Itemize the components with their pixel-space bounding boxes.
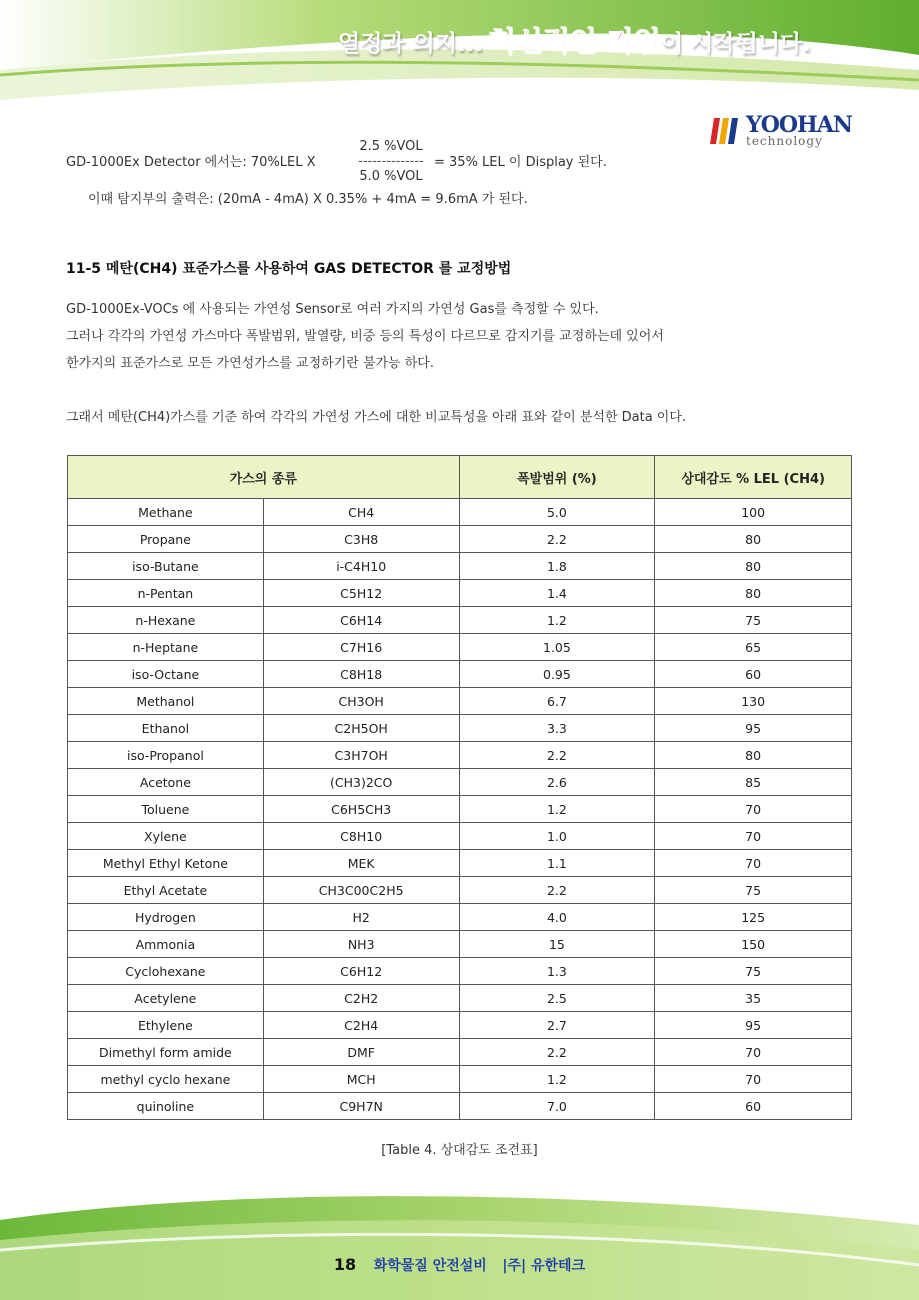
cell-explosive-range: 2.2: [459, 1039, 655, 1066]
cell-gas-name: Xylene: [68, 823, 264, 850]
paragraph-line: GD-1000Ex-VOCs 에 사용되는 가연성 Sensor로 여러 가지의 가연성 Gas를 측정할 수 있다.: [66, 302, 599, 317]
header-gas-type: 가스의 종류: [68, 456, 460, 499]
cell-gas-name: methyl cyclo hexane: [68, 1066, 264, 1093]
cell-explosive-range: 1.05: [459, 634, 655, 661]
paragraph-line: 그러나 각각의 가연성 가스마다 폭발범위, 발열량, 비중 등의 특성이 다르므로 감지기를 교정하는데 있어서: [66, 329, 664, 344]
cell-relative-sensitivity: 70: [655, 823, 852, 850]
cell-explosive-range: 1.1: [459, 850, 655, 877]
paragraph-line: 한가지의 표준가스로 모든 가연성가스를 교정하기란 불가능 하다.: [66, 356, 434, 371]
cell-gas-name: Methyl Ethyl Ketone: [68, 850, 264, 877]
cell-relative-sensitivity: 85: [655, 769, 852, 796]
footer-wave-band: [0, 1180, 919, 1300]
table-row: [68, 850, 852, 877]
cell-relative-sensitivity: 75: [655, 877, 852, 904]
cell-gas-name: Methane: [68, 499, 264, 526]
cell-explosive-range: 0.95: [459, 661, 655, 688]
cell-explosive-range: 2.5: [459, 985, 655, 1012]
cell-relative-sensitivity: 35: [655, 985, 852, 1012]
cell-relative-sensitivity: 95: [655, 1012, 852, 1039]
cell-gas-name: Ethyl Acetate: [68, 877, 264, 904]
header-relative-sensitivity: 상대감도 % LEL (CH4): [655, 456, 852, 499]
paragraph-line: 그래서 메탄(CH4)가스를 기준 하여 각각의 가연성 가스에 대한 비교특성을 아래 표와 같이 분석한 Data 이다.: [66, 410, 687, 425]
cell-relative-sensitivity: 125: [655, 904, 852, 931]
table-row: [68, 985, 852, 1012]
table-row: [68, 715, 852, 742]
formula-numerator: 2.5 %VOL: [359, 139, 423, 154]
table-row: [68, 958, 852, 985]
cell-formula: C5H12: [263, 580, 459, 607]
table-row: [68, 580, 852, 607]
cell-explosive-range: 1.3: [459, 958, 655, 985]
cell-formula: C8H18: [263, 661, 459, 688]
cell-formula: H2: [263, 904, 459, 931]
table-caption: [Table 4. 상대감도 조견표]: [381, 1143, 538, 1158]
cell-formula: C7H16: [263, 634, 459, 661]
cell-formula: (CH3)2CO: [263, 769, 459, 796]
cell-relative-sensitivity: 100: [655, 499, 852, 526]
cell-formula: C8H10: [263, 823, 459, 850]
table-row: [68, 1093, 852, 1120]
output-calculation: 이때 탐지부의 출력은: (20mA - 4mA) X 0.35% + 4mA = 9.6mA 가 된다.: [88, 192, 528, 207]
slogan-highlight: 혁신적인 기업: [488, 25, 661, 58]
cell-explosive-range: 1.2: [459, 607, 655, 634]
formula-denominator: 5.0 %VOL: [359, 169, 423, 184]
cell-explosive-range: 1.2: [459, 1066, 655, 1093]
lel-formula: [66, 138, 686, 186]
cell-explosive-range: 6.7: [459, 688, 655, 715]
cell-formula: CH3C00C2H5: [263, 877, 459, 904]
cell-relative-sensitivity: 150: [655, 931, 852, 958]
cell-explosive-range: 2.2: [459, 526, 655, 553]
cell-explosive-range: 2.6: [459, 769, 655, 796]
cell-gas-name: Cyclohexane: [68, 958, 264, 985]
cell-relative-sensitivity: 80: [655, 553, 852, 580]
logo-wordmark: YOOHAN: [746, 112, 852, 138]
cell-gas-name: iso-Propanol: [68, 742, 264, 769]
cell-formula: C6H14: [263, 607, 459, 634]
table-row: [68, 1039, 852, 1066]
cell-explosive-range: 1.0: [459, 823, 655, 850]
table-row: [68, 526, 852, 553]
cell-formula: i-C4H10: [263, 553, 459, 580]
table-row: [68, 769, 852, 796]
cell-gas-name: Hydrogen: [68, 904, 264, 931]
footer: [0, 1255, 919, 1275]
cell-gas-name: Toluene: [68, 796, 264, 823]
formula-prefix: GD-1000Ex Detector 에서는: 70%LEL X: [66, 155, 316, 170]
table-row: [68, 904, 852, 931]
cell-relative-sensitivity: 80: [655, 526, 852, 553]
cell-relative-sensitivity: 80: [655, 742, 852, 769]
cell-explosive-range: 2.2: [459, 742, 655, 769]
table-row: [68, 634, 852, 661]
cell-explosive-range: 15: [459, 931, 655, 958]
table-header-row: [68, 456, 852, 499]
table-row: [68, 1012, 852, 1039]
table-row: [68, 823, 852, 850]
cell-gas-name: quinoline: [68, 1093, 264, 1120]
cell-gas-name: n-Heptane: [68, 634, 264, 661]
table-body: [68, 499, 852, 1120]
header-slogan: [338, 20, 898, 68]
cell-relative-sensitivity: 80: [655, 580, 852, 607]
cell-relative-sensitivity: 70: [655, 1039, 852, 1066]
cell-gas-name: Ethylene: [68, 1012, 264, 1039]
cell-explosive-range: 5.0: [459, 499, 655, 526]
formula-fraction: [346, 138, 436, 186]
cell-explosive-range: 3.3: [459, 715, 655, 742]
cell-formula: CH3OH: [263, 688, 459, 715]
company-logo: [706, 112, 851, 154]
cell-relative-sensitivity: 130: [655, 688, 852, 715]
cell-explosive-range: 1.8: [459, 553, 655, 580]
cell-formula: C2H4: [263, 1012, 459, 1039]
cell-gas-name: Propane: [68, 526, 264, 553]
cell-formula: C3H8: [263, 526, 459, 553]
page-number: 18: [333, 1255, 357, 1274]
logo-subtitle: technology: [746, 134, 823, 148]
logo-stripes-icon: [706, 118, 742, 144]
table-row: [68, 877, 852, 904]
cell-explosive-range: 2.7: [459, 1012, 655, 1039]
cell-relative-sensitivity: 65: [655, 634, 852, 661]
formula-fraction-bar: --------------: [358, 154, 424, 169]
cell-formula: C2H5OH: [263, 715, 459, 742]
table-row: [68, 688, 852, 715]
relative-sensitivity-table: [67, 455, 852, 1120]
cell-formula: MCH: [263, 1066, 459, 1093]
slogan-part1: 열정과 의지...: [338, 31, 484, 57]
cell-gas-name: n-Hexane: [68, 607, 264, 634]
cell-explosive-range: 2.2: [459, 877, 655, 904]
cell-formula: NH3: [263, 931, 459, 958]
table-row: [68, 796, 852, 823]
cell-gas-name: Methanol: [68, 688, 264, 715]
cell-gas-name: iso-Butane: [68, 553, 264, 580]
cell-formula: C6H5CH3: [263, 796, 459, 823]
footer-company: |주| 유한테크: [502, 1258, 586, 1274]
cell-relative-sensitivity: 70: [655, 850, 852, 877]
table-row: [68, 553, 852, 580]
table-row: [68, 742, 852, 769]
cell-explosive-range: 1.2: [459, 796, 655, 823]
cell-formula: C6H12: [263, 958, 459, 985]
table-row: [68, 499, 852, 526]
table-row: [68, 661, 852, 688]
cell-relative-sensitivity: 70: [655, 796, 852, 823]
cell-relative-sensitivity: 70: [655, 1066, 852, 1093]
cell-gas-name: Acetylene: [68, 985, 264, 1012]
table-row: [68, 607, 852, 634]
cell-relative-sensitivity: 75: [655, 607, 852, 634]
cell-explosive-range: 1.4: [459, 580, 655, 607]
slogan-part2: 이 시작됩니다.: [660, 31, 811, 57]
cell-formula: DMF: [263, 1039, 459, 1066]
cell-relative-sensitivity: 60: [655, 1093, 852, 1120]
cell-formula: C9H7N: [263, 1093, 459, 1120]
cell-formula: CH4: [263, 499, 459, 526]
cell-formula: C3H7OH: [263, 742, 459, 769]
cell-gas-name: Ammonia: [68, 931, 264, 958]
cell-gas-name: iso-Octane: [68, 661, 264, 688]
section-title: 11-5 메탄(CH4) 표준가스를 사용하여 GAS DETECTOR 를 교정방법: [66, 261, 512, 277]
cell-relative-sensitivity: 95: [655, 715, 852, 742]
formula-result: = 35% LEL 이 Display 된다.: [434, 155, 607, 170]
header-explosive-range: 폭발범위 (%): [459, 456, 655, 499]
cell-explosive-range: 4.0: [459, 904, 655, 931]
cell-formula: C2H2: [263, 985, 459, 1012]
cell-formula: MEK: [263, 850, 459, 877]
cell-explosive-range: 7.0: [459, 1093, 655, 1120]
cell-relative-sensitivity: 75: [655, 958, 852, 985]
cell-gas-name: Ethanol: [68, 715, 264, 742]
footer-title: 화학물질 안전설비: [373, 1258, 487, 1274]
cell-gas-name: n-Pentan: [68, 580, 264, 607]
cell-gas-name: Acetone: [68, 769, 264, 796]
table-row: [68, 931, 852, 958]
table-row: [68, 1066, 852, 1093]
cell-relative-sensitivity: 60: [655, 661, 852, 688]
cell-gas-name: Dimethyl form amide: [68, 1039, 264, 1066]
